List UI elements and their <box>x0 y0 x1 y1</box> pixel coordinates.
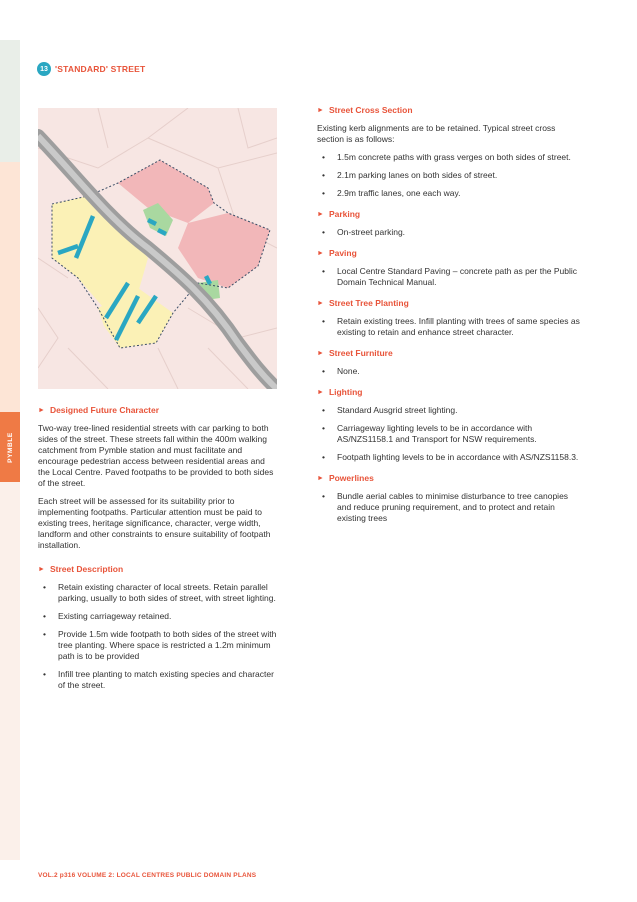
list-item-text: Infill tree planting to match existing species and character of the street. <box>58 669 274 690</box>
section-title: 'STANDARD' STREET <box>55 64 146 74</box>
bullet-dot: • <box>322 452 325 462</box>
list-item-text: Bundle aerial cables to minimise disturbance to tree canopies and reduce pruning requirement, and to protect and retain existing trees <box>337 491 569 523</box>
list-item <box>317 266 582 288</box>
powerlines-heading <box>317 473 582 484</box>
heading-text: Powerlines <box>328 473 374 483</box>
bullet-dot: • <box>322 227 325 237</box>
parking-list <box>317 227 582 238</box>
side-strip-segment <box>0 162 20 412</box>
list-item <box>38 582 278 604</box>
designed-future-character-heading <box>38 405 278 416</box>
bullet-dot: • <box>322 152 325 162</box>
street-cross-section-heading <box>317 105 582 116</box>
furniture-list <box>317 366 582 377</box>
heading-text: Street Furniture <box>328 348 393 358</box>
paving-list <box>317 266 582 288</box>
paragraph: Each street will be assessed for its suitability prior to implementing footpaths. Particular attention must be paid to existing trees, heritage significance, character, verge width, landform and other constraints to ensure suitability of footpath installation. <box>38 496 271 550</box>
right-column <box>317 105 582 534</box>
triangle-bullet-icon: ► <box>317 211 324 218</box>
list-item-text: On-street parking. <box>337 227 406 237</box>
heading-text: Designed Future Character <box>49 405 160 415</box>
location-map <box>38 108 277 389</box>
list-item-text: Retain existing character of local streets. Retain parallel parking, usually to both sides of street, with street lighting. <box>58 582 276 603</box>
lighting-list <box>317 405 582 463</box>
paragraph: Existing kerb alignments are to be retained. Typical street cross section is as follows: <box>317 123 556 144</box>
bullet-dot: • <box>322 266 325 276</box>
list-item-text: 2.1m parking lanes on both sides of street. <box>337 170 498 180</box>
bullet-dot: • <box>322 170 325 180</box>
bullet-dot: • <box>322 366 325 376</box>
bullet-dot: • <box>322 316 325 326</box>
tree-planting-list <box>317 316 582 338</box>
heading-text: Parking <box>328 209 361 219</box>
triangle-bullet-icon: ► <box>317 475 324 482</box>
heading-text: Street Cross Section <box>328 105 413 115</box>
triangle-bullet-icon: ► <box>317 350 324 357</box>
bullet-dot: • <box>43 582 46 592</box>
list-item-text: Existing carriageway retained. <box>58 611 172 621</box>
triangle-bullet-icon: ► <box>317 107 324 114</box>
triangle-bullet-icon: ► <box>317 300 324 307</box>
street-furniture-heading <box>317 348 582 359</box>
paragraph: Two-way tree-lined residential streets with car parking to both sides of the street. These streets fall within the 400m walking catchment from Pymble station and must facilitate and encourage pedestrian access between residential areas and the Local Centre. Paved footpaths to be provided to both sides of the street. <box>38 423 274 488</box>
section-header <box>37 62 145 76</box>
list-item <box>317 491 582 524</box>
list-item-text: Carriageway lighting levels to be in accordance with AS/NZS1158.1 and Transport for NSW requirements. <box>337 423 537 444</box>
bullet-dot: • <box>43 669 46 679</box>
bullet-dot: • <box>43 611 46 621</box>
list-item-text: None. <box>337 366 360 376</box>
parking-heading <box>317 209 582 220</box>
list-item-text: Retain existing trees. Infill planting with trees of same species as existing to retain and enhance street character. <box>337 316 580 337</box>
list-item <box>38 669 278 691</box>
left-column <box>38 405 278 701</box>
powerlines-list <box>317 491 582 524</box>
heading-text: Street Description <box>49 564 124 574</box>
triangle-bullet-icon: ► <box>38 566 45 573</box>
list-item <box>317 423 582 445</box>
list-item <box>317 366 582 377</box>
list-item <box>317 405 582 416</box>
list-item-text: Provide 1.5m wide footpath to both sides of the street with tree planting. Where space is restricted a 1.2m minimum path is to be provided <box>58 629 277 661</box>
triangle-bullet-icon: ► <box>317 389 324 396</box>
side-tab-label-wrap <box>0 412 20 482</box>
triangle-bullet-icon: ► <box>38 407 45 414</box>
lighting-heading <box>317 387 582 398</box>
list-item <box>317 452 582 463</box>
bullet-dot: • <box>322 491 325 501</box>
location-map-graphic <box>38 108 277 389</box>
list-item-text: Standard Ausgrid street lighting. <box>337 405 458 415</box>
bullet-dot: • <box>43 629 46 639</box>
list-item <box>317 188 582 199</box>
list-item <box>317 152 582 163</box>
list-item <box>38 611 278 622</box>
heading-text: Street Tree Planting <box>328 298 409 308</box>
heading-text: Paving <box>328 248 357 258</box>
bullet-dot: • <box>322 405 325 415</box>
list-item <box>38 629 278 662</box>
list-item <box>317 227 582 238</box>
list-item-text: Footpath lighting levels to be in accordance with AS/NZS1158.3. <box>337 452 579 462</box>
side-tab-label: PYMBLE <box>6 431 14 463</box>
list-item <box>317 170 582 181</box>
heading-text: Lighting <box>328 387 363 397</box>
street-description-list <box>38 582 278 691</box>
section-number-badge: 13 <box>37 62 51 76</box>
list-item <box>317 316 582 338</box>
paving-heading <box>317 248 582 259</box>
list-item-text: 2.9m traffic lanes, one each way. <box>337 188 461 198</box>
street-tree-planting-heading <box>317 298 582 309</box>
cross-section-list <box>317 152 582 199</box>
bullet-dot: • <box>322 188 325 198</box>
bullet-dot: • <box>322 423 325 433</box>
triangle-bullet-icon: ► <box>317 250 324 257</box>
list-item-text: Local Centre Standard Paving – concrete path as per the Public Domain Technical Manual. <box>337 266 578 287</box>
side-strip-segment <box>0 40 20 162</box>
page-footer: VOL.2 p316 VOLUME 2: LOCAL CENTRES PUBLIC DOMAIN PLANS <box>38 872 257 879</box>
street-description-heading <box>38 564 278 575</box>
list-item-text: 1.5m concrete paths with grass verges on both sides of street. <box>337 152 571 162</box>
side-strip-segment <box>0 482 20 860</box>
